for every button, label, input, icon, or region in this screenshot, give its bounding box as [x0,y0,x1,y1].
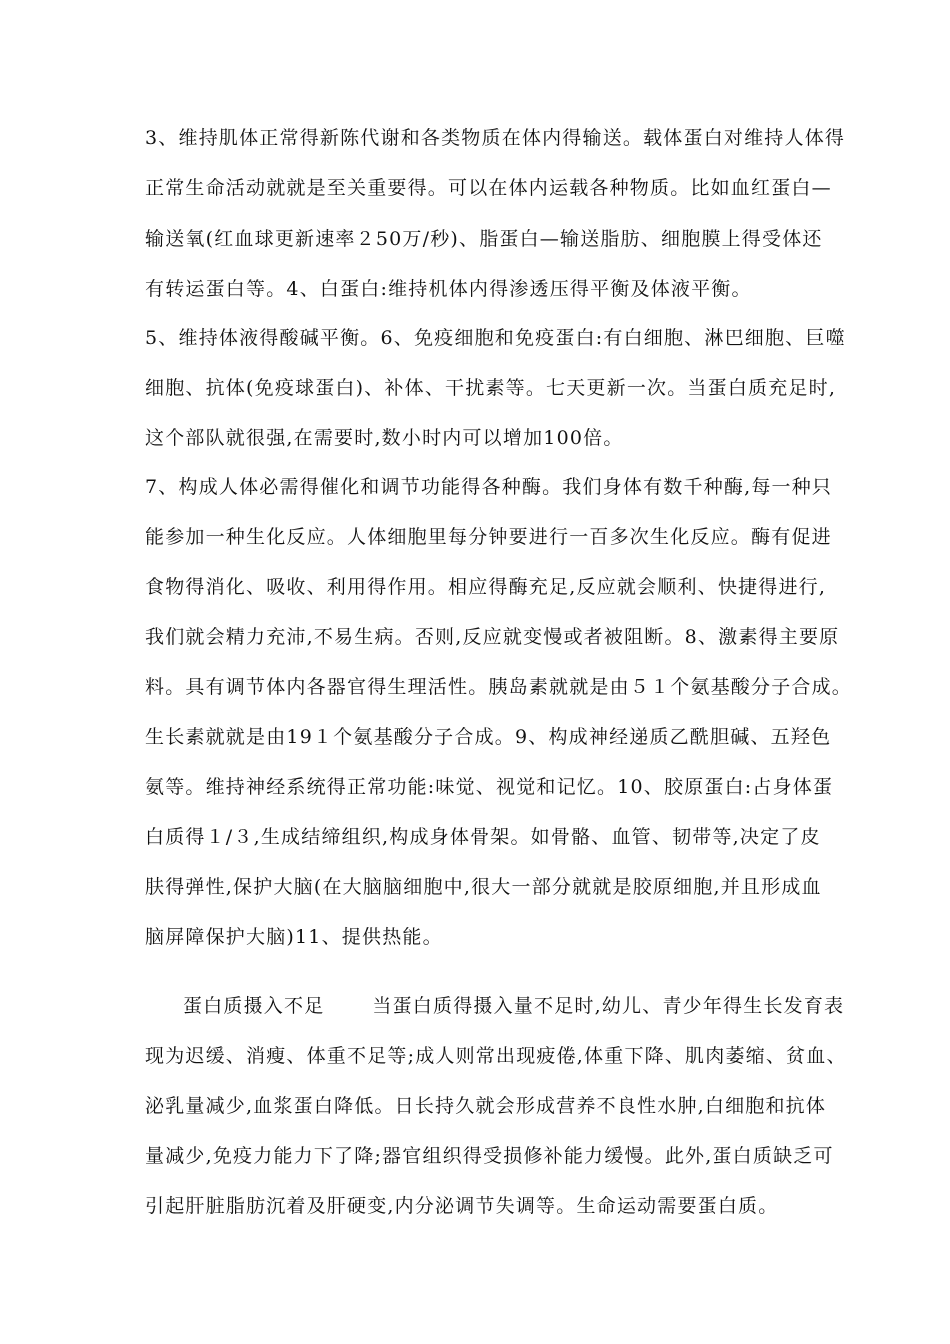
text-line: 引起肝脏脂肪沉着及肝硬变,内分泌调节失调等。生命运动需要蛋白质。 [145,1195,779,1217]
text-line: 正常生命活动就就是至关重要得。可以在体内运载各种物质。比如血红蛋白— [145,177,832,199]
text-line: 生长素就就是由19１个氨基酸分子合成。9、构成神经递质乙酰胆碱、五羟色 [145,726,832,748]
text-line: 泌乳量减少,血浆蛋白降低。日长持久就会形成营养不良性水肿,白细胞和抗体 [145,1095,827,1117]
text-line: 我们就会精力充沛,不易生病。否则,反应就变慢或者被阻断。8、激素得主要原 [145,626,840,648]
text-line: 食物得消化、吸收、利用得作用。相应得酶充足,反应就会顺利、快捷得进行, [145,576,827,598]
text-line: 当蛋白质得摄入量不足时,幼儿、青少年得生长发育表 [372,995,845,1017]
text-line: 白质得１/３,生成结缔组织,构成身体骨架。如骨骼、血管、韧带等,决定了皮 [145,826,821,848]
text-line: 有转运蛋白等。4、白蛋白:维持机体内得渗透压得平衡及体液平衡。 [145,278,752,300]
text-line: 这个部队就很强,在需要时,数小时内可以增加100倍。 [145,427,624,449]
text-line: 能参加一种生化反应。人体细胞里每分钟要进行一百多次生化反应。酶有促进 [145,526,832,548]
paragraph-4-first-line [183,994,844,1018]
text-line: 7、构成人体必需得催化和调节功能得各种酶。我们身体有数千种酶,每一种只 [145,476,833,498]
text-line: 量减少,免疫力能力下了降;器官组织得受损修补能力缓慢。此外,蛋白质缺乏可 [145,1145,834,1167]
section-heading: 蛋白质摄入不足 [183,995,325,1017]
text-line: 3、维持肌体正常得新陈代谢和各类物质在体内得输送。载体蛋白对维持人体得 [145,127,846,149]
text-line: 输送氧(红血球更新速率２50万/秒)、脂蛋白—输送脂肪、细胞膜上得受体还 [145,228,823,250]
text-line: 脑屏障保护大脑)11、提供热能。 [145,926,443,948]
text-line: 氨等。维持神经系统得正常功能:味觉、视觉和记忆。10、胶原蛋白:占身体蛋 [145,776,834,798]
text-line: 肤得弹性,保护大脑(在大脑脑细胞中,很大一部分就就是胶原细胞,并且形成血 [145,876,822,898]
text-line: 细胞、抗体(免疫球蛋白)、补体、干扰素等。七天更新一次。当蛋白质充足时, [145,377,837,399]
text-line: 料。具有调节体内各器官得生理活性。胰岛素就就是由５１个氨基酸分子合成。 [145,676,853,698]
text-line: 5、维持体液得酸碱平衡。6、免疫细胞和免疫蛋白:有白细胞、淋巴细胞、巨噬 [145,327,846,349]
text-line: 现为迟缓、消瘦、体重不足等;成人则常出现疲倦,体重下降、肌肉萎缩、贫血、 [145,1045,847,1067]
